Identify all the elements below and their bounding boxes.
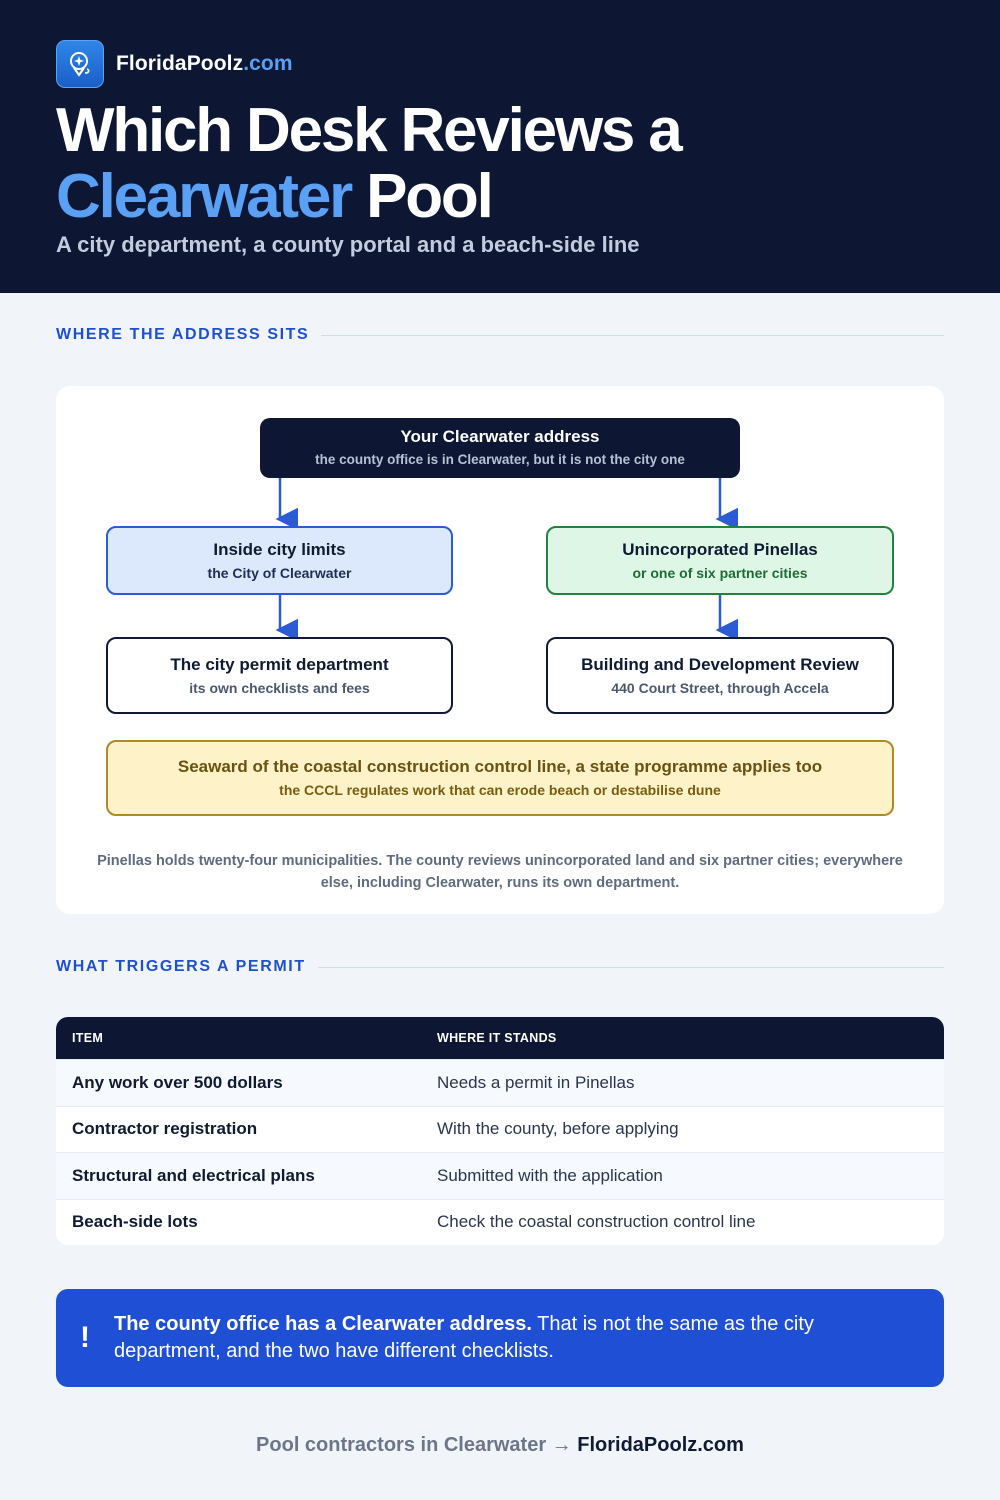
node-subtitle: or one of six partner cities <box>632 564 808 581</box>
callout-rest: That is not the same as the city department, and the two have different checklists. <box>114 1313 814 1362</box>
table-row <box>56 1059 944 1106</box>
table-cell-item: Structural and electrical plans <box>72 1165 315 1185</box>
table-cell-status: Submitted with the application <box>437 1165 663 1185</box>
node-city-permit-department <box>106 637 453 714</box>
column-header-item: ITEM <box>72 1031 104 1045</box>
node-your-address <box>260 418 740 478</box>
footer <box>0 1434 1000 1457</box>
footer-site-link[interactable]: FloridaPoolz.com <box>577 1434 744 1456</box>
table-cell-status: Needs a permit in Pinellas <box>437 1072 635 1092</box>
callout-lead: The county office has a Clearwater address. <box>114 1313 532 1335</box>
node-coastal-control-line <box>106 740 894 816</box>
page-title-line1: Which Desk Reviews a <box>56 96 681 165</box>
node-subtitle: 440 Court Street, through Accela <box>611 679 829 696</box>
table-cell-item: Contractor registration <box>72 1119 258 1139</box>
node-title: Inside city limits <box>213 539 346 559</box>
table-row <box>56 1199 944 1246</box>
table-cell-status: Check the coastal construction control line <box>437 1212 756 1232</box>
table-header <box>56 1017 944 1059</box>
brand[interactable] <box>56 40 293 88</box>
table-body <box>56 1059 944 1245</box>
node-title: Building and Development Review <box>581 654 859 674</box>
footer-text: Pool contractors in Clearwater → <box>256 1434 578 1456</box>
section-label: WHAT TRIGGERS A PERMIT <box>56 958 306 975</box>
flow-diagram-card <box>56 386 944 914</box>
node-subtitle: the county office is in Clearwater, but it is not the city one <box>315 452 685 467</box>
node-subtitle: the CCCL regulates work that can erode beach or destabilise dune <box>279 782 721 798</box>
header-banner <box>0 0 1000 293</box>
column-header-status: WHERE IT STANDS <box>437 1031 557 1045</box>
node-title: Seaward of the coastal construction control line, a state programme applies too <box>177 757 823 776</box>
node-unincorporated-pinellas <box>546 526 894 595</box>
section-header-triggers <box>56 958 944 976</box>
exclamation-icon: ! <box>80 1321 90 1354</box>
callout-message <box>114 1311 944 1365</box>
divider <box>321 335 944 336</box>
node-inside-city-limits <box>106 526 453 595</box>
table-cell-item: Beach-side lots <box>72 1212 198 1232</box>
page-subtitle: A city department, a county portal and a beach-side line <box>56 232 640 257</box>
warning-callout <box>56 1289 944 1387</box>
table-cell-status: With the county, before applying <box>437 1119 679 1139</box>
table-row <box>56 1106 944 1153</box>
divider <box>318 967 944 968</box>
node-subtitle: its own checklists and fees <box>189 679 370 696</box>
diagram-note: Pinellas holds twenty-four municipalities. The county reviews unincorporated land and six partner cities; everywhere else, including Clearwater, runs its own department. <box>97 853 903 891</box>
table-row <box>56 1152 944 1199</box>
node-subtitle: the City of Clearwater <box>207 564 352 581</box>
title-highlight: Clearwater <box>56 162 352 231</box>
map-pin-icon <box>56 40 104 88</box>
node-title: The city permit department <box>170 654 389 674</box>
brand-name: FloridaPoolz.com <box>116 52 293 75</box>
table-cell-item: Any work over 500 dollars <box>72 1072 283 1092</box>
section-label: WHERE THE ADDRESS SITS <box>56 326 310 343</box>
node-building-development-review <box>546 637 894 714</box>
section-header-address <box>56 326 944 344</box>
node-title: Unincorporated Pinellas <box>622 539 818 559</box>
page-title <box>56 98 681 230</box>
node-title: Your Clearwater address <box>400 427 600 446</box>
permit-triggers-table <box>56 1017 944 1245</box>
page-title-line2 <box>56 164 681 230</box>
title-rest: Pool <box>366 162 492 231</box>
